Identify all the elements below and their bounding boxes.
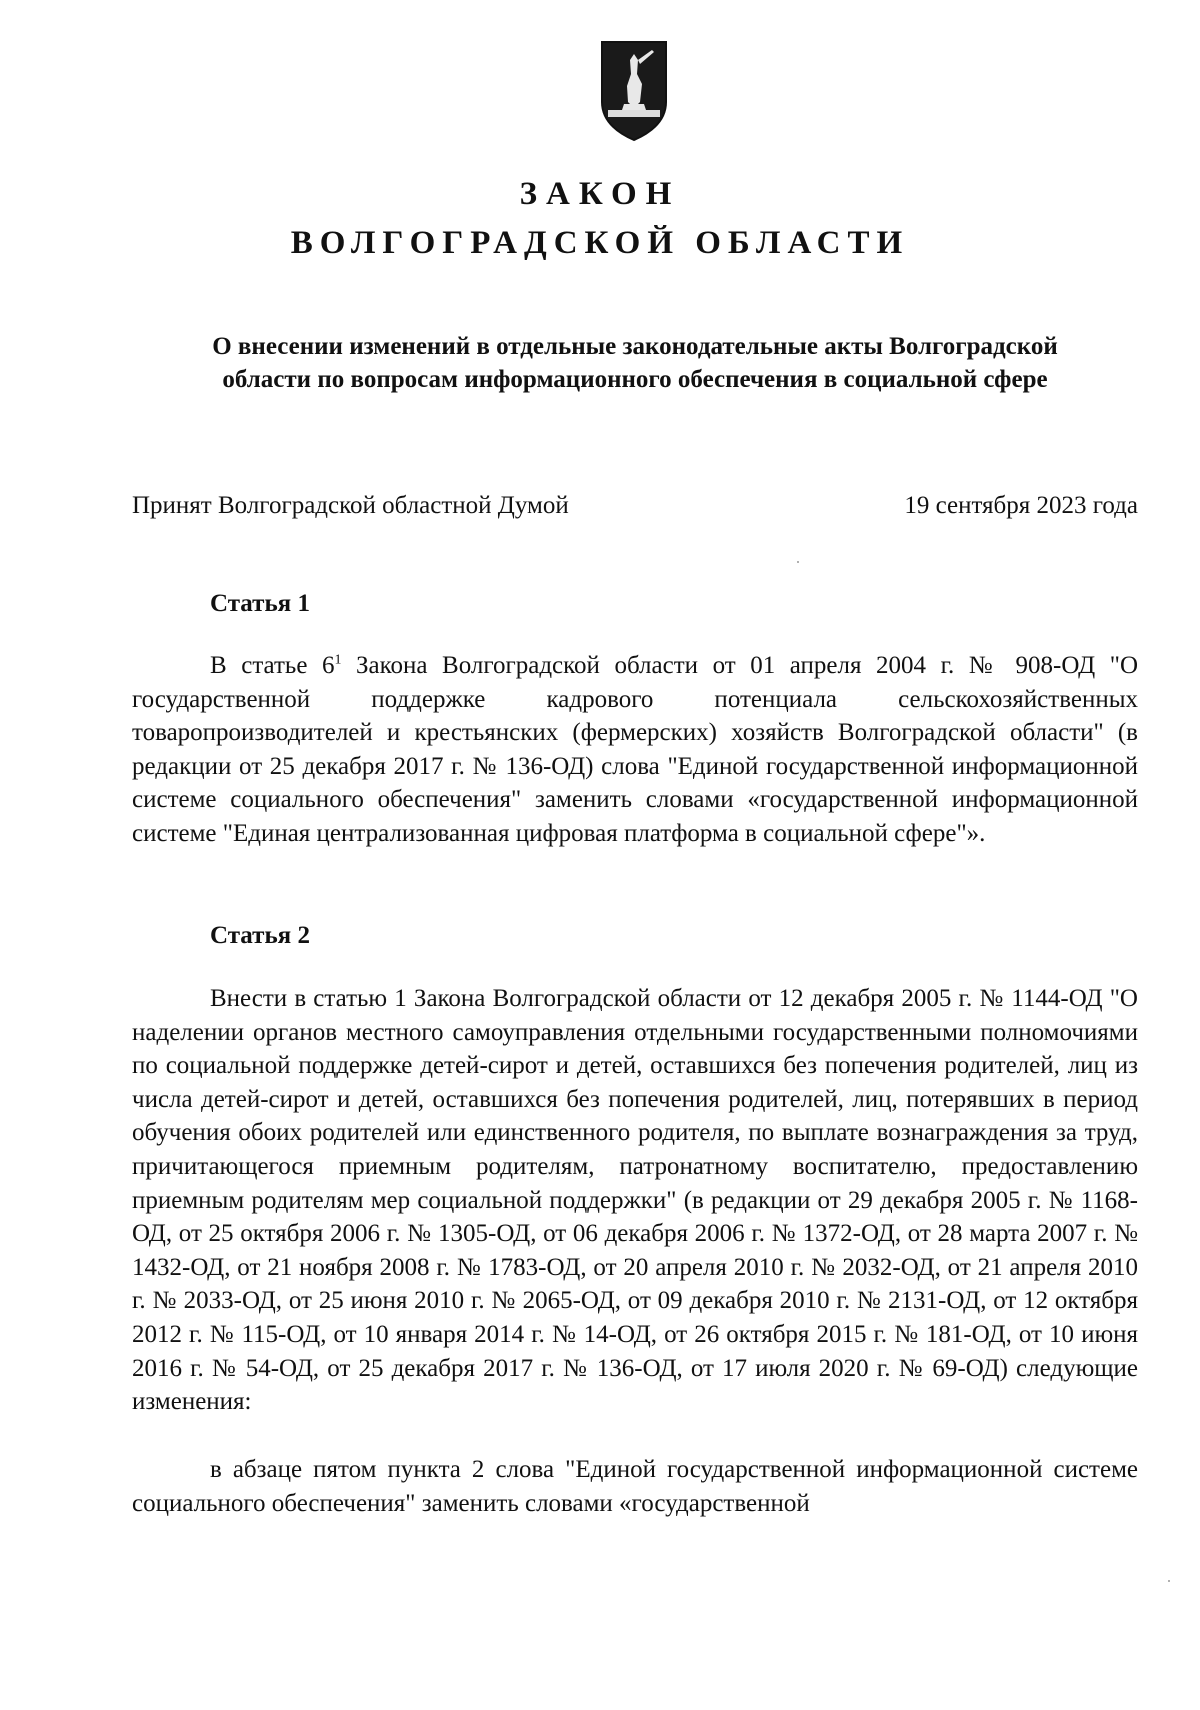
volgograd-emblem-icon [600, 40, 668, 142]
scan-speck [797, 561, 799, 563]
article-1-text [132, 649, 1138, 851]
document-title-region: ВОЛГОГРАДСКОЙ ОБЛАСТИ [290, 225, 910, 261]
law-subject-line-2: области по вопросам информационного обеспечения в социальной сфере [222, 366, 1048, 393]
article-2-heading: Статья 2 [210, 922, 310, 949]
document-title-law: ЗАКОН [519, 176, 681, 212]
law-subject-line-1: О внесении изменений в отдельные законодательные акты Волгоградской [212, 333, 1058, 360]
article-1-text-start: В статье 6 [210, 652, 335, 679]
scan-speck [1168, 1580, 1170, 1582]
adoption-date: 19 сентября 2023 года [904, 492, 1138, 519]
article-1-text-rest: Закона Волгоградской области от 01 апреля 2004 г. № 908-ОД "О государственной поддержке кадрового потенциала сельскохозяйственных товаропроизводителей и крестьянских (фермерских) хозяйств Волгоградской области" (в редакции от 25 декабря 2017 г. № 136-ОД) слова "Единой государственной информационной системе социального обеспечения" заменить словами «государственной информационной системе "Единая централизованная цифровая платформа в социальной сфере"». [132, 652, 1138, 847]
adopted-by: Принят Волгоградской областной Думой [132, 492, 569, 519]
article-1-superscript: 1 [334, 652, 342, 668]
article-2-text: Внести в статью 1 Закона Волгоградской области от 12 декабря 2005 г. № 1144-ОД "О наделении органов местного самоуправления отдельными государственными полномочиями по социальной поддержке детей-сирот и детей, оставшихся без попечения родителей, лиц из числа детей-сирот и детей, оставшихся без попечения родителей, лиц, потерявших в период обучения обоих родителей или единственного родителя, по выплате вознаграждения за труд, причитающегося приемным родителям, патронатному воспитателю, предоставлению приемным родителям мер социальной поддержки" (в редакции от 29 декабря 2005 г. № 1168-ОД, от 25 октября 2006 г. № 1305-ОД, от 06 декабря 2006 г. № 1372-ОД, от 28 марта 2007 г. № 1432-ОД, от 21 ноября 2008 г. № 1783-ОД, от 20 апреля 2010 г. № 2032-ОД, от 21 апреля 2010 г. № 2033-ОД, от 25 июня 2010 г. № 2065-ОД, от 09 декабря 2010 г. № 2131-ОД, от 12 октября 2012 г. № 115-ОД, от 10 января 2014 г. № 14-ОД, от 26 октября 2015 г. № 181-ОД, от 10 июня 2016 г. № 54-ОД, от 25 декабря 2017 г. № 136-ОД, от 17 июля 2020 г. № 69-ОД) следующие изменения: [132, 985, 1138, 1416]
law-subject [132, 330, 1138, 396]
article-2-item: в абзаце пятом пункта 2 слова "Единой государственной информационной системе социального обеспечения" заменить словами «государственной [132, 1456, 1138, 1517]
adoption-line [132, 492, 1138, 522]
article-1-heading: Статья 1 [210, 590, 310, 617]
